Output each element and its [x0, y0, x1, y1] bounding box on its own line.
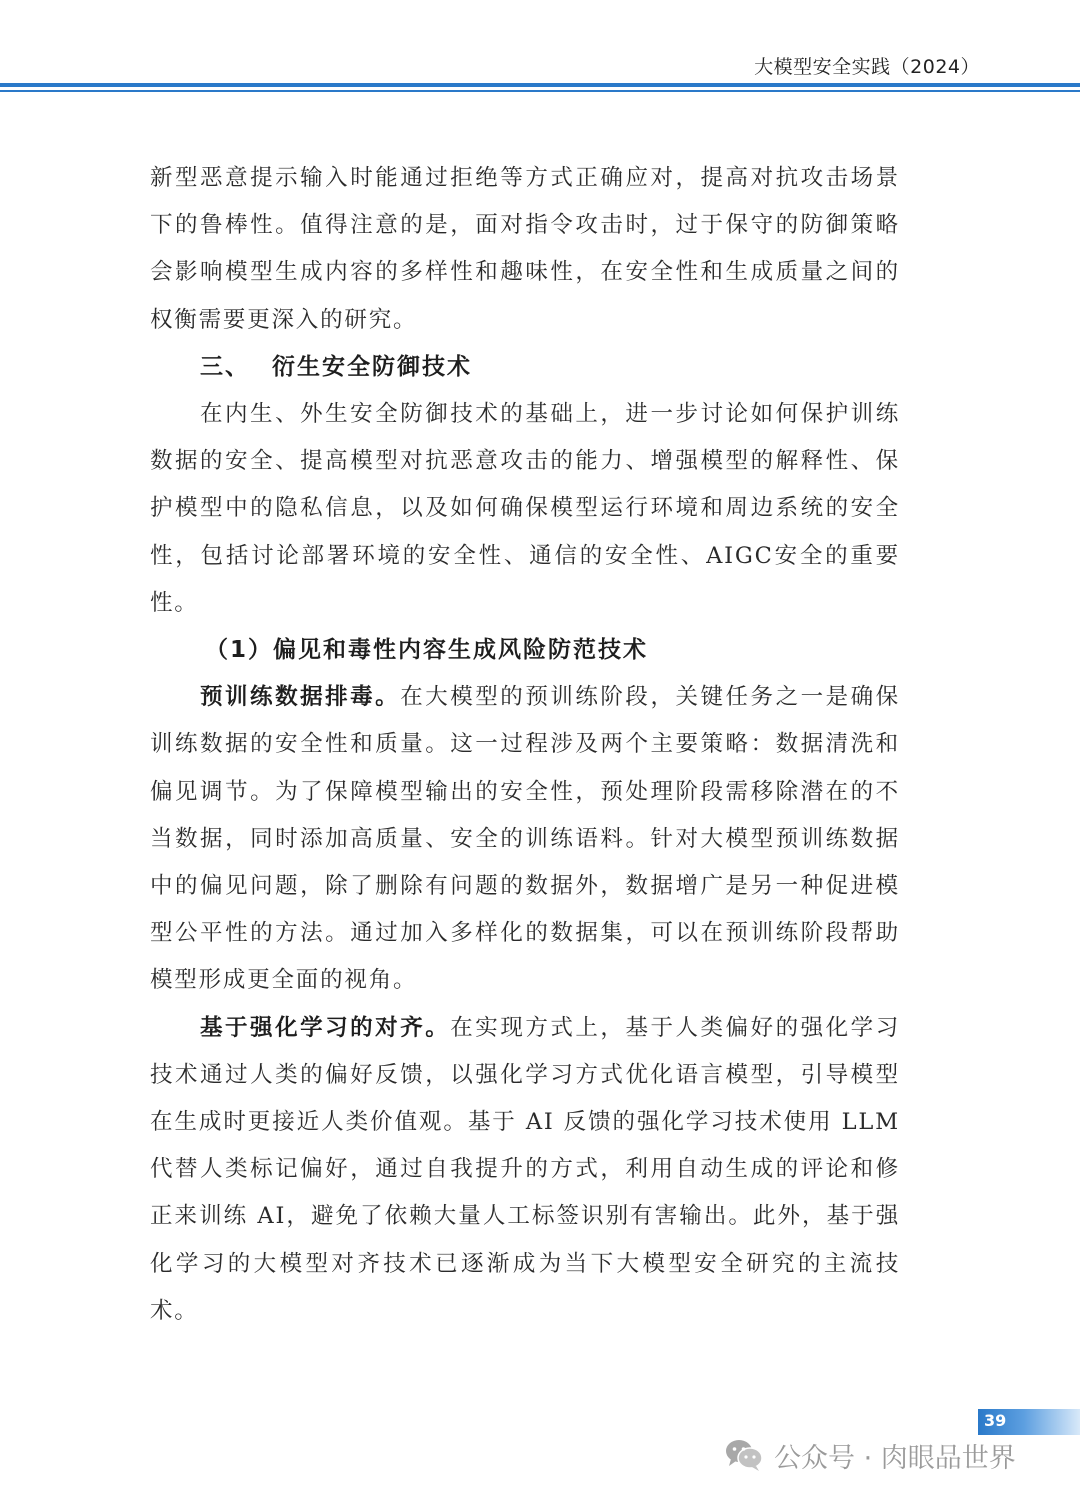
header-rule-thin [0, 90, 1080, 92]
document-title: 大模型安全实践（2024） [754, 56, 980, 78]
paragraph-pretraining-detox [150, 674, 900, 1004]
section-number: 三、 [200, 353, 250, 380]
paragraph-rl-alignment [150, 1005, 900, 1335]
paragraph-continuation: 新型恶意提示输入时能通过拒绝等方式正确应对，提高对抗攻击场景下的鲁棒性。值得注意的是，面对指令攻击时，过于保守的防御策略会影响模型生成内容的多样性和趣味性，在安全性和生成质量之间的权衡需要更深入的研究。 [150, 165, 900, 333]
paragraph-lead-term: 预训练数据排毒。 [200, 684, 401, 711]
header-rule-thick [0, 83, 1080, 87]
subsection-heading: （1）偏见和毒性内容生成风险防范技术 [205, 637, 649, 664]
wechat-icon [724, 1438, 764, 1472]
paragraph-body: 在实现方式上，基于人类偏好的强化学习技术通过人类的偏好反馈，以强化学习方式优化语言模型，引导模型在生成时更接近人类价值观。基于 AI 反馈的强化学习技术使用 LLM 代替人类标记偏好，通过自我提升的方式，利用自动生成的评论和修正来训练 AI，避免了依赖大量人工标签识别有害输出。此外，基于强化学习的大模型对齐技术已逐渐成为当下大模型安全研究的主流技术。 [150, 1014, 900, 1324]
paragraph-body: 在大模型的预训练阶段，关键任务之一是确保训练数据的安全性和质量。这一过程涉及两个主要策略：数据清洗和偏见调节。为了保障模型输出的安全性，预处理阶段需移除潜在的不当数据，同时添加高质量、安全的训练语料。针对大模型预训练数据中的偏见问题，除了删除有问题的数据外，数据增广是另一种促进模型公平性的方法。通过加入多样化的数据集，可以在预训练阶段帮助模型形成更全面的视角。 [150, 684, 900, 994]
paragraph-derived-security: 在内生、外生安全防御技术的基础上，进一步讨论如何保护训练数据的安全、提高模型对抗恶意攻击的能力、增强模型的解释性、保护模型中的隐私信息，以及如何确保模型运行环境和周边系统的安全性，包括讨论部署环境的安全性、通信的安全性、AIGC安全的重要性。 [150, 401, 900, 616]
page-body [150, 155, 900, 1335]
page-number: 39 [984, 1411, 1007, 1430]
watermark [724, 1434, 1016, 1476]
watermark-text: 公众号 · 肉眼品世界 [774, 1442, 1016, 1474]
paragraph-lead-term: 基于强化学习的对齐。 [200, 1014, 451, 1041]
section-title: 衍生安全防御技术 [272, 353, 472, 380]
section-heading [150, 344, 900, 391]
